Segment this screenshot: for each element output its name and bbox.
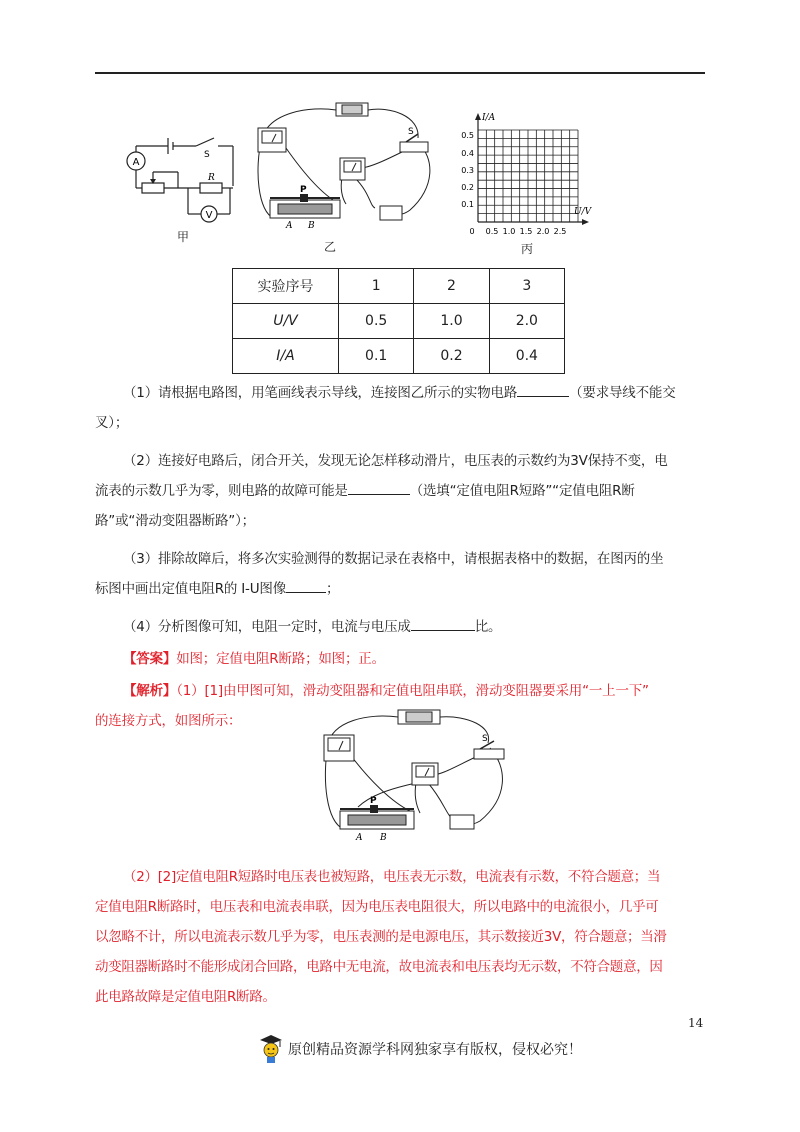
- answer-blank: [411, 614, 475, 631]
- analysis-text: 动变阻器断路时不能形成闭合回路，电路中无电流，故电流表和电压表均无示数，不符合题意，因: [95, 959, 663, 975]
- footer: [258, 1034, 582, 1064]
- table-cell: 0.2: [414, 339, 489, 374]
- question-2: （2）连接好电路后，闭合开关，发现无论怎样移动滑片，电压表的示数约为3V保持不变，电: [123, 453, 668, 469]
- resistor-label: R: [208, 173, 215, 183]
- question-text: （1）请根据电路图，用笔画线表示导线，连接图乙所示的实物电路: [123, 385, 518, 401]
- copyright-text: 原创精品资源学科网独家享有版权，侵权必究！: [288, 1042, 582, 1058]
- terminal-b-label: B: [308, 221, 315, 231]
- answer-blank: [348, 478, 410, 495]
- figure-label-bing: 丙: [521, 242, 534, 256]
- y-tick-label: 0.4: [461, 149, 474, 158]
- switch-label-yi: S: [408, 127, 414, 137]
- question-3: （3）排除故障后，将多次实验测得的数据记录在表格中，请根据表格中的数据，在图丙的坐: [123, 551, 664, 567]
- question-text: （选填“定值电阻R短路”“定值电阻R断: [409, 483, 635, 499]
- table-cell: 实验序号: [233, 269, 339, 304]
- terminal-a-label: A: [286, 221, 293, 231]
- answer-blank: [286, 576, 326, 593]
- question-text: 叉）；: [95, 415, 129, 431]
- figure-label-yi: 乙: [324, 240, 337, 254]
- ammeter-label: A: [132, 157, 140, 168]
- table-row: [233, 304, 565, 339]
- y-tick-label: 0.1: [461, 200, 474, 209]
- analysis-text: 以忽略不计，所以电流表示数几乎为零，电压表测的是电源电压，其示数接近3V，符合题意；当滑: [95, 929, 667, 945]
- question-text: （要求导线不能交: [569, 385, 676, 401]
- question-text: 流表的示数几乎为零，则电路的故障可能是: [95, 483, 348, 499]
- table-cell: U/V: [233, 304, 339, 339]
- origin-label: 0: [469, 227, 475, 236]
- analysis-line: [95, 676, 707, 706]
- answer-blank: [517, 380, 569, 397]
- x-tick-label: 2.5: [553, 227, 567, 236]
- table-cell: 0.4: [489, 339, 564, 374]
- table-cell: 1: [339, 269, 414, 304]
- coordinate-grid-bing: [454, 108, 594, 238]
- table-cell: 0.5: [339, 304, 414, 339]
- slider-label: P: [300, 185, 307, 195]
- slider-label: P: [370, 796, 377, 806]
- analysis-text: 的连接方式，如图所示：: [95, 713, 242, 729]
- page-number: 14: [688, 1016, 704, 1030]
- analysis-text: 此电路故障是定值电阻R断路。: [95, 989, 276, 1005]
- terminal-b-label: B: [380, 833, 387, 843]
- answer-tag: 【答案】: [123, 651, 177, 667]
- answer-circuit-figure: [318, 703, 518, 845]
- table-row: [233, 269, 565, 304]
- voltmeter-label: V: [205, 210, 213, 221]
- table-cell: I/A: [233, 339, 339, 374]
- switch-label: S: [204, 150, 210, 160]
- question-1: [95, 378, 707, 408]
- answer-line: [95, 644, 707, 674]
- y-tick-label: 0.3: [461, 166, 474, 175]
- analysis-paragraph-2: [95, 862, 707, 1012]
- analysis-text: （2）[2]定值电阻R短路时电压表也被短路，电压表无示数，电流表有示数，不符合题意；当: [123, 869, 661, 885]
- x-tick-label: 1.5: [519, 227, 533, 236]
- x-tick-label: 2.0: [536, 227, 550, 236]
- y-tick-label: 0.5: [461, 131, 474, 140]
- circuit-diagram-jia: [118, 126, 243, 241]
- question-block: [95, 378, 707, 736]
- question-text: [95, 476, 707, 506]
- question-4: [95, 612, 707, 642]
- question-text: [95, 574, 707, 604]
- x-axis-label: U/V: [574, 207, 592, 217]
- question-text: （4）分析图像可知，电阻一定时，电流与电压成: [123, 619, 411, 635]
- answer-text: 如图；定值电阻R断路；如图；正。: [176, 651, 385, 667]
- question-text: 比。: [474, 619, 502, 635]
- analysis-tag: 【解析】: [123, 683, 177, 699]
- question-text: 标图中画出定值电阻R的 I-U图像: [95, 581, 287, 597]
- mascot-logo-icon: [258, 1034, 284, 1064]
- question-text: ；: [326, 581, 340, 597]
- header-rule: [95, 72, 705, 74]
- terminal-a-label: A: [356, 833, 363, 843]
- y-axis-label: I/A: [482, 113, 496, 123]
- table-cell: 3: [489, 269, 564, 304]
- x-tick-label: 0.5: [485, 227, 499, 236]
- figure-label-jia: 甲: [177, 230, 190, 244]
- y-tick-label: 0.2: [461, 183, 474, 192]
- table-row: [233, 339, 565, 374]
- question-text: 路”或“滑动变阻器断路”）；: [95, 513, 255, 529]
- switch-label: S: [482, 734, 488, 744]
- physical-circuit-yi: [250, 98, 440, 236]
- table-cell: 2: [414, 269, 489, 304]
- analysis-text: 定值电阻R断路时，电压表和电流表串联，因为电压表电阻很大，所以电路中的电流很小，几乎可: [95, 899, 659, 915]
- data-table: [232, 268, 565, 374]
- x-tick-label: 1.0: [502, 227, 516, 236]
- analysis-text: （1）[1]由甲图可知，滑动变阻器和定值电阻串联，滑动变阻器要采用“一上一下”: [176, 683, 649, 699]
- table-cell: 2.0: [489, 304, 564, 339]
- table-cell: 0.1: [339, 339, 414, 374]
- table-cell: 1.0: [414, 304, 489, 339]
